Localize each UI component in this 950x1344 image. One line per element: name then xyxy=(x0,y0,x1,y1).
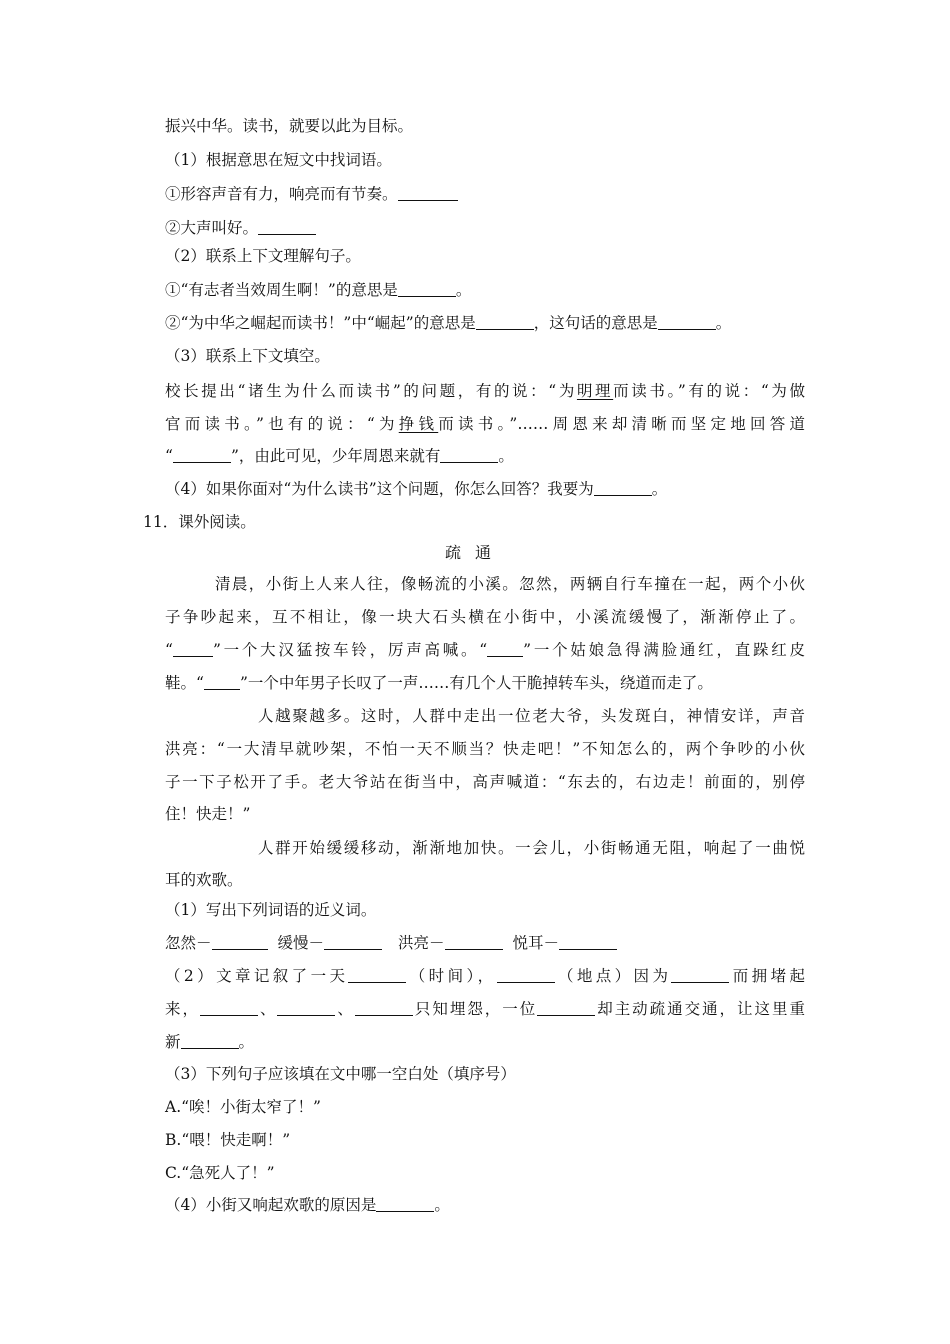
question-2b: ②“为中华之崛起而读书！”中“崛起”的意思是 ，这句话的意思是 。 xyxy=(165,314,732,332)
reading-question-2: 来， 、 、 只知埋怨，一位 却主动疏通交通，让这里重 xyxy=(165,1000,805,1018)
answer-blank[interactable] xyxy=(258,219,316,235)
option-a: A.“唉！小街太窄了！” xyxy=(165,1098,321,1116)
answer-blank[interactable] xyxy=(204,674,240,690)
text-line: 官而读书。”也有的说：“为挣钱而读书。”……周恩来却清晰而坚定地回答道 xyxy=(165,415,805,433)
answer-blank[interactable] xyxy=(173,641,213,657)
reading-question-4: （4）小街又响起欢歌的原因是 。 xyxy=(165,1196,450,1214)
reading-question-3: （3）下列句子应该填在文中哪一空白处（填序号） xyxy=(165,1065,516,1083)
passage-line: 住！快走！” xyxy=(165,805,251,823)
answer-blank[interactable] xyxy=(658,314,716,330)
answer-blank[interactable] xyxy=(440,447,498,463)
question-1b: ②大声叫好。 xyxy=(165,218,316,238)
answer-blank[interactable] xyxy=(398,281,456,297)
answer-blank[interactable] xyxy=(445,934,503,950)
answer-blank[interactable] xyxy=(487,641,523,657)
answer-blank[interactable] xyxy=(376,1196,434,1212)
passage-line: 洪亮：“一大清早就吵架，不怕一天不顺当？快走吧！”不知怎么的，两个争吵的小伙 xyxy=(165,740,805,758)
option-c: C.“急死人了！” xyxy=(165,1164,275,1182)
question-3: （3）联系上下文填空。 xyxy=(165,347,330,365)
answer-blank[interactable] xyxy=(594,480,652,496)
answer-blank[interactable] xyxy=(181,1033,239,1049)
answer-blank[interactable] xyxy=(537,1000,595,1016)
question-2: （2）联系上下文理解句子。 xyxy=(165,247,361,265)
answer-blank[interactable] xyxy=(348,967,406,983)
text-line: 振兴中华。读书，就要以此为目标。 xyxy=(165,117,414,135)
answer-blank[interactable] xyxy=(355,1000,413,1016)
option-b: B.“喂！快走啊！” xyxy=(165,1131,291,1149)
answer-blank[interactable] xyxy=(324,934,382,950)
passage-line: 人越聚越多。这时，人群中走出一位老大爷，头发斑白，神情安详，声音 xyxy=(258,707,805,725)
passage-line: “ ”一个大汉猛按车铃，厉声高喊。“ ”一个姑娘急得满脸通红，直跺红皮 xyxy=(165,641,805,659)
synonym-row: 忽然－ 缓慢－ 洪亮－ 悦耳－ xyxy=(165,933,617,953)
answer-blank[interactable] xyxy=(671,967,729,983)
answer-blank[interactable] xyxy=(173,447,231,463)
answer-blank[interactable] xyxy=(398,185,458,201)
answer-blank[interactable] xyxy=(559,934,617,950)
passage-line: 子争吵起来，互不相让，像一块大石头横在小街中，小溪流缓慢了，渐渐停止了。 xyxy=(165,608,805,626)
reading-question-1: （1）写出下列词语的近义词。 xyxy=(165,901,377,919)
text-line: “ ”，由此可见，少年周恩来就有 。 xyxy=(165,447,514,465)
reading-question-2: 新 。 xyxy=(165,1033,255,1051)
question-4: （4）如果你面对“为什么读书”这个问题，你怎么回答？我要为 。 xyxy=(165,480,668,498)
reading-question-2: （2）文章记叙了一天 （时间）， （地点）因为 而拥堵起 xyxy=(165,967,805,985)
question-1: （1）根据意思在短文中找词语。 xyxy=(165,151,392,169)
answer-blank[interactable] xyxy=(277,1000,335,1016)
question-2a: ①“有志者当效周生啊！”的意思是 。 xyxy=(165,281,472,299)
answer-blank[interactable] xyxy=(200,1000,258,1016)
text-line: 校长提出“诸生为什么而读书”的问题，有的说：“为明理而读书。”有的说：“为做 xyxy=(165,382,805,400)
passage-line: 子一下子松开了手。老大爷站在街当中，高声喊道：“东去的，右边走！前面的，别停 xyxy=(165,773,805,791)
question-1a: ①形容声音有力，响亮而有节奏。 xyxy=(165,184,458,204)
answer-blank[interactable] xyxy=(497,967,555,983)
answer-blank[interactable] xyxy=(212,934,268,950)
passage-line: 人群开始缓缓移动，渐渐地加快。一会儿，小街畅通无阻，响起了一曲悦 xyxy=(258,839,805,857)
passage-line: 清晨，小街上人来人往，像畅流的小溪。忽然，两辆自行车撞在一起，两个小伙 xyxy=(215,575,805,593)
answer-blank[interactable] xyxy=(476,314,534,330)
passage-line: 鞋。“ ”一个中年男子长叹了一声……有几个人干脆掉转车头，绕道而走了。 xyxy=(165,674,713,692)
question-11-heading: 11．课外阅读。 xyxy=(143,513,256,531)
passage-title: 疏通 xyxy=(444,543,505,562)
passage-line: 耳的欢歌。 xyxy=(165,871,243,889)
